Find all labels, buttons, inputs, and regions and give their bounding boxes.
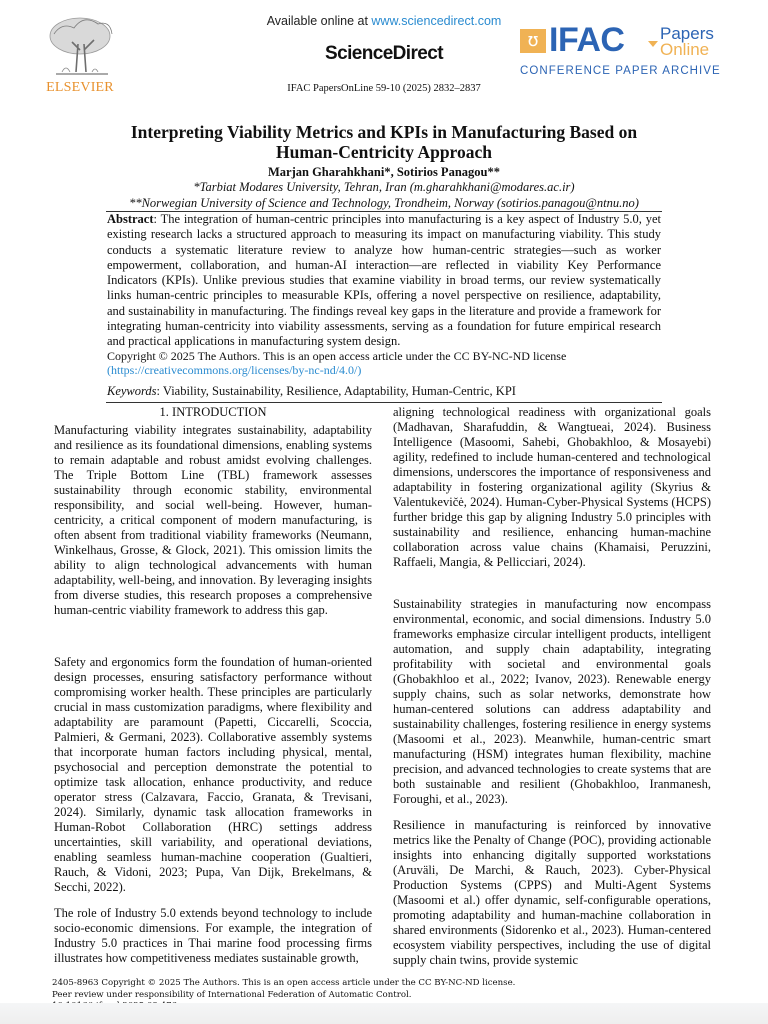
affiliation-1: *Tarbiat Modares University, Tehran, Iran (m.gharahkhani@modares.ac.ir) (193, 180, 575, 194)
paragraph (393, 597, 711, 807)
paper-authors: Marjan Gharahkhani*, Sotirios Panagou** (268, 165, 500, 179)
elsevier-wordmark: ELSEVIER (46, 80, 114, 95)
keywords (107, 384, 661, 399)
paragraph-text: The role of Industry 5.0 extends beyond technology to include socio-economic dimensions. For example, the integration of Industry 5.0 practices in Thai marine food processing firms illustrates how competitiveness mediates sustainable growth, (54, 906, 372, 965)
ifac-papersonline-logo (520, 21, 721, 85)
footer-issn-copyright: 2405-8963 Copyright © 2025 The Authors. This is an open access article under the CC BY-NC-ND license. (52, 978, 516, 988)
paragraph-text: Manufacturing viability integrates sustainability, adaptability and resilience as its foundational dimensions, enabling systems to remain adaptable and robust amidst evolving challenges. The Triple Bottom Line (TBL) framework assesses sustainability through economic stability, environmental responsibility, and social well-being. However, human-centricity, a critical component of modern manufacturing, is often absent from traditional viability frameworks (Neumann, Winkelhaus, Grosse, & Glock, 2021). This omission limits the ability to align technological advancements with human adaptability, well-being, and innovation. By leveraging insights from diverse studies, this research proposes a comprehensive human-centric viability framework to address this gap. (54, 423, 372, 617)
license-link[interactable]: (https://creativecommons.org/licenses/by-nc-nd/4.0/) (107, 363, 362, 377)
ifac-online-label: Online (660, 40, 710, 59)
available-online-label: Available online at (266, 14, 372, 28)
sciencedirect-link[interactable]: www.sciencedirect.com (371, 14, 502, 28)
affiliation-2: **Norwegian University of Science and Technology, Trondheim, Norway (sotirios.panagou@ntnu.no) (129, 196, 639, 210)
viewer-bottom-band (0, 1003, 768, 1024)
journal-citation: IFAC PapersOnLine 59-10 (2025) 2832–2837 (287, 83, 481, 94)
keywords-label: Keywords (107, 384, 157, 398)
paragraph (54, 423, 372, 618)
abstract-text: : The integration of human-centric principles into manufacturing is a key aspect of Industry 5.0, yet existing research lacks a structured approach to measuring its impact on manufacturing viability. This study conducts a systematic literature review to analyze how human-centric strategies—such as worker empowerment, collaboration, and human-AI interaction—are reflected in viability Key Performance Indicators (KPIs). Unlike previous studies that examine viability in broad terms, our review systematically links human-centric principles to measurable KPIs, offering a novel perspective on resilience, adaptability, and sustainability in manufacturing. The findings reveal key gaps in the literature and provide a framework for integrating human-centricity into viability assessments, serving as a foundation for future empirical research and practical applications in manufacturing system design. (107, 212, 661, 349)
paragraph-text: Resilience in manufacturing is reinforced by innovative metrics like the Penalty of Change (POC), providing actionable insights into enhancing digitally supported workstations (Aruväli, De Marchi, & Rauch, 2023). Cyber-Physical Production Systems (CPPS) and Multi-Agent Systems (Masoomi et al.) offer dynamic, self-configurable operations, promoting adaptability and human-machine collaboration in shared environments (Sidorenko et al., 2023). Human-centered ecosystem viability perspectives, including the use of digital supply chain twins, provide systemic (393, 818, 711, 967)
ifac-emblem-icon: ʊ (520, 29, 546, 53)
paragraph-text: Sustainability strategies in manufacturing now encompass environmental, economic, and social dimensions. Industry 5.0 frameworks emphasize circular intelligent products, intelligent automation, and supply chain adaptability, integrating profitability with societal and environmental goals (Ghobakhloo et al., 2022; Ivanov, 2023). Renewable energy supply chains, such as solar networks, demonstrate how human-centered solutions can address adaptability and sustainability challenges, fostering resilience in energy systems (Masoomi et al., 2023). Meanwhile, human-centric smart manufacturing (HSM) integrates human flexibility, machine precision, and advanced technologies to create systems that are both sustainable and resilient (Ghobakhloo, Iranmanesh, Foroughi, et al., 2023). (393, 597, 711, 806)
paragraph-text: Safety and ergonomics form the foundation of human-oriented design processes, ensuring satisfactory performance without compromising worker health. These principles are particularly crucial in mass customization paradigms, where flexibility and adaptability are paramount (Papetti, Ciccarelli, Scoccia, Palmieri, & Germani, 2023). Collaborative assembly systems that incorporate human factors including physical, mental, psychosocial and perception demonstrate the potential to optimize task allocation, enhance productivity, and reduce operator stress (Calzavara, Faccio, Granata, & Trevisani, 2024). Similarly, dynamic task allocation frameworks in Human-Robot Collaboration (HRC) settings address uncertainties, skill variability, and operational deviations, enabling seamless human-machine cooperation (Gualtieri, Rauch, & Vidoni, 2023; Pupa, Van Dijk, Brekelmans, & Secchi, 2022). (54, 655, 372, 894)
sciencedirect-wordmark: ScienceDirect (325, 43, 443, 64)
section-heading: 1. INTRODUCTION (159, 405, 267, 419)
paragraph (54, 906, 372, 966)
paragraph-text: aligning technological readiness with organizational goals (Madhavan, Sharafuddin, & Wangtueai, 2024). Business Intelligence (Masoomi, Sahebi, Ghobakhloo, & Mosayebi) agility, redefined to include human-centered and technological dimensions, underscores the importance of responsiveness and adaptability in fostering organizational agility (Skyrius & Valentukevičė, 2024). Human-Cyber-Physical Systems (HCPS) further bridge this gap by aligning Industry 5.0 principles with sustainability and resilience, enhancing human-machine collaboration across value chains (Khamaisi, Peruzzini, Raffaeli, Mangia, & Pellicciari, 2024). (393, 405, 711, 569)
paragraph (393, 405, 711, 570)
abstract (107, 212, 661, 350)
ifac-archive-label: CONFERENCE PAPER ARCHIVE (520, 65, 721, 77)
divider (106, 402, 662, 403)
footer-peer-review: Peer review under responsibility of International Federation of Automatic Control. (52, 989, 412, 1000)
paragraph (54, 655, 372, 895)
copyright-notice (107, 349, 661, 377)
keywords-list: : Viability, Sustainability, Resilience, Adaptability, Human-Centric, KPI (156, 384, 516, 398)
copyright-text: Copyright © 2025 The Authors. This is an open access article under the CC BY-NC-ND license (107, 349, 567, 363)
paragraph (393, 818, 711, 968)
abstract-label: Abstract (107, 212, 154, 226)
triangle-icon (648, 41, 658, 47)
ifac-wordmark: IFAC (549, 21, 625, 59)
ifac-papers-label: Papers (660, 24, 714, 43)
paper-title: Interpreting Viability Metrics and KPIs in Manufacturing Based on Human-Centricity Approach (130, 122, 638, 162)
